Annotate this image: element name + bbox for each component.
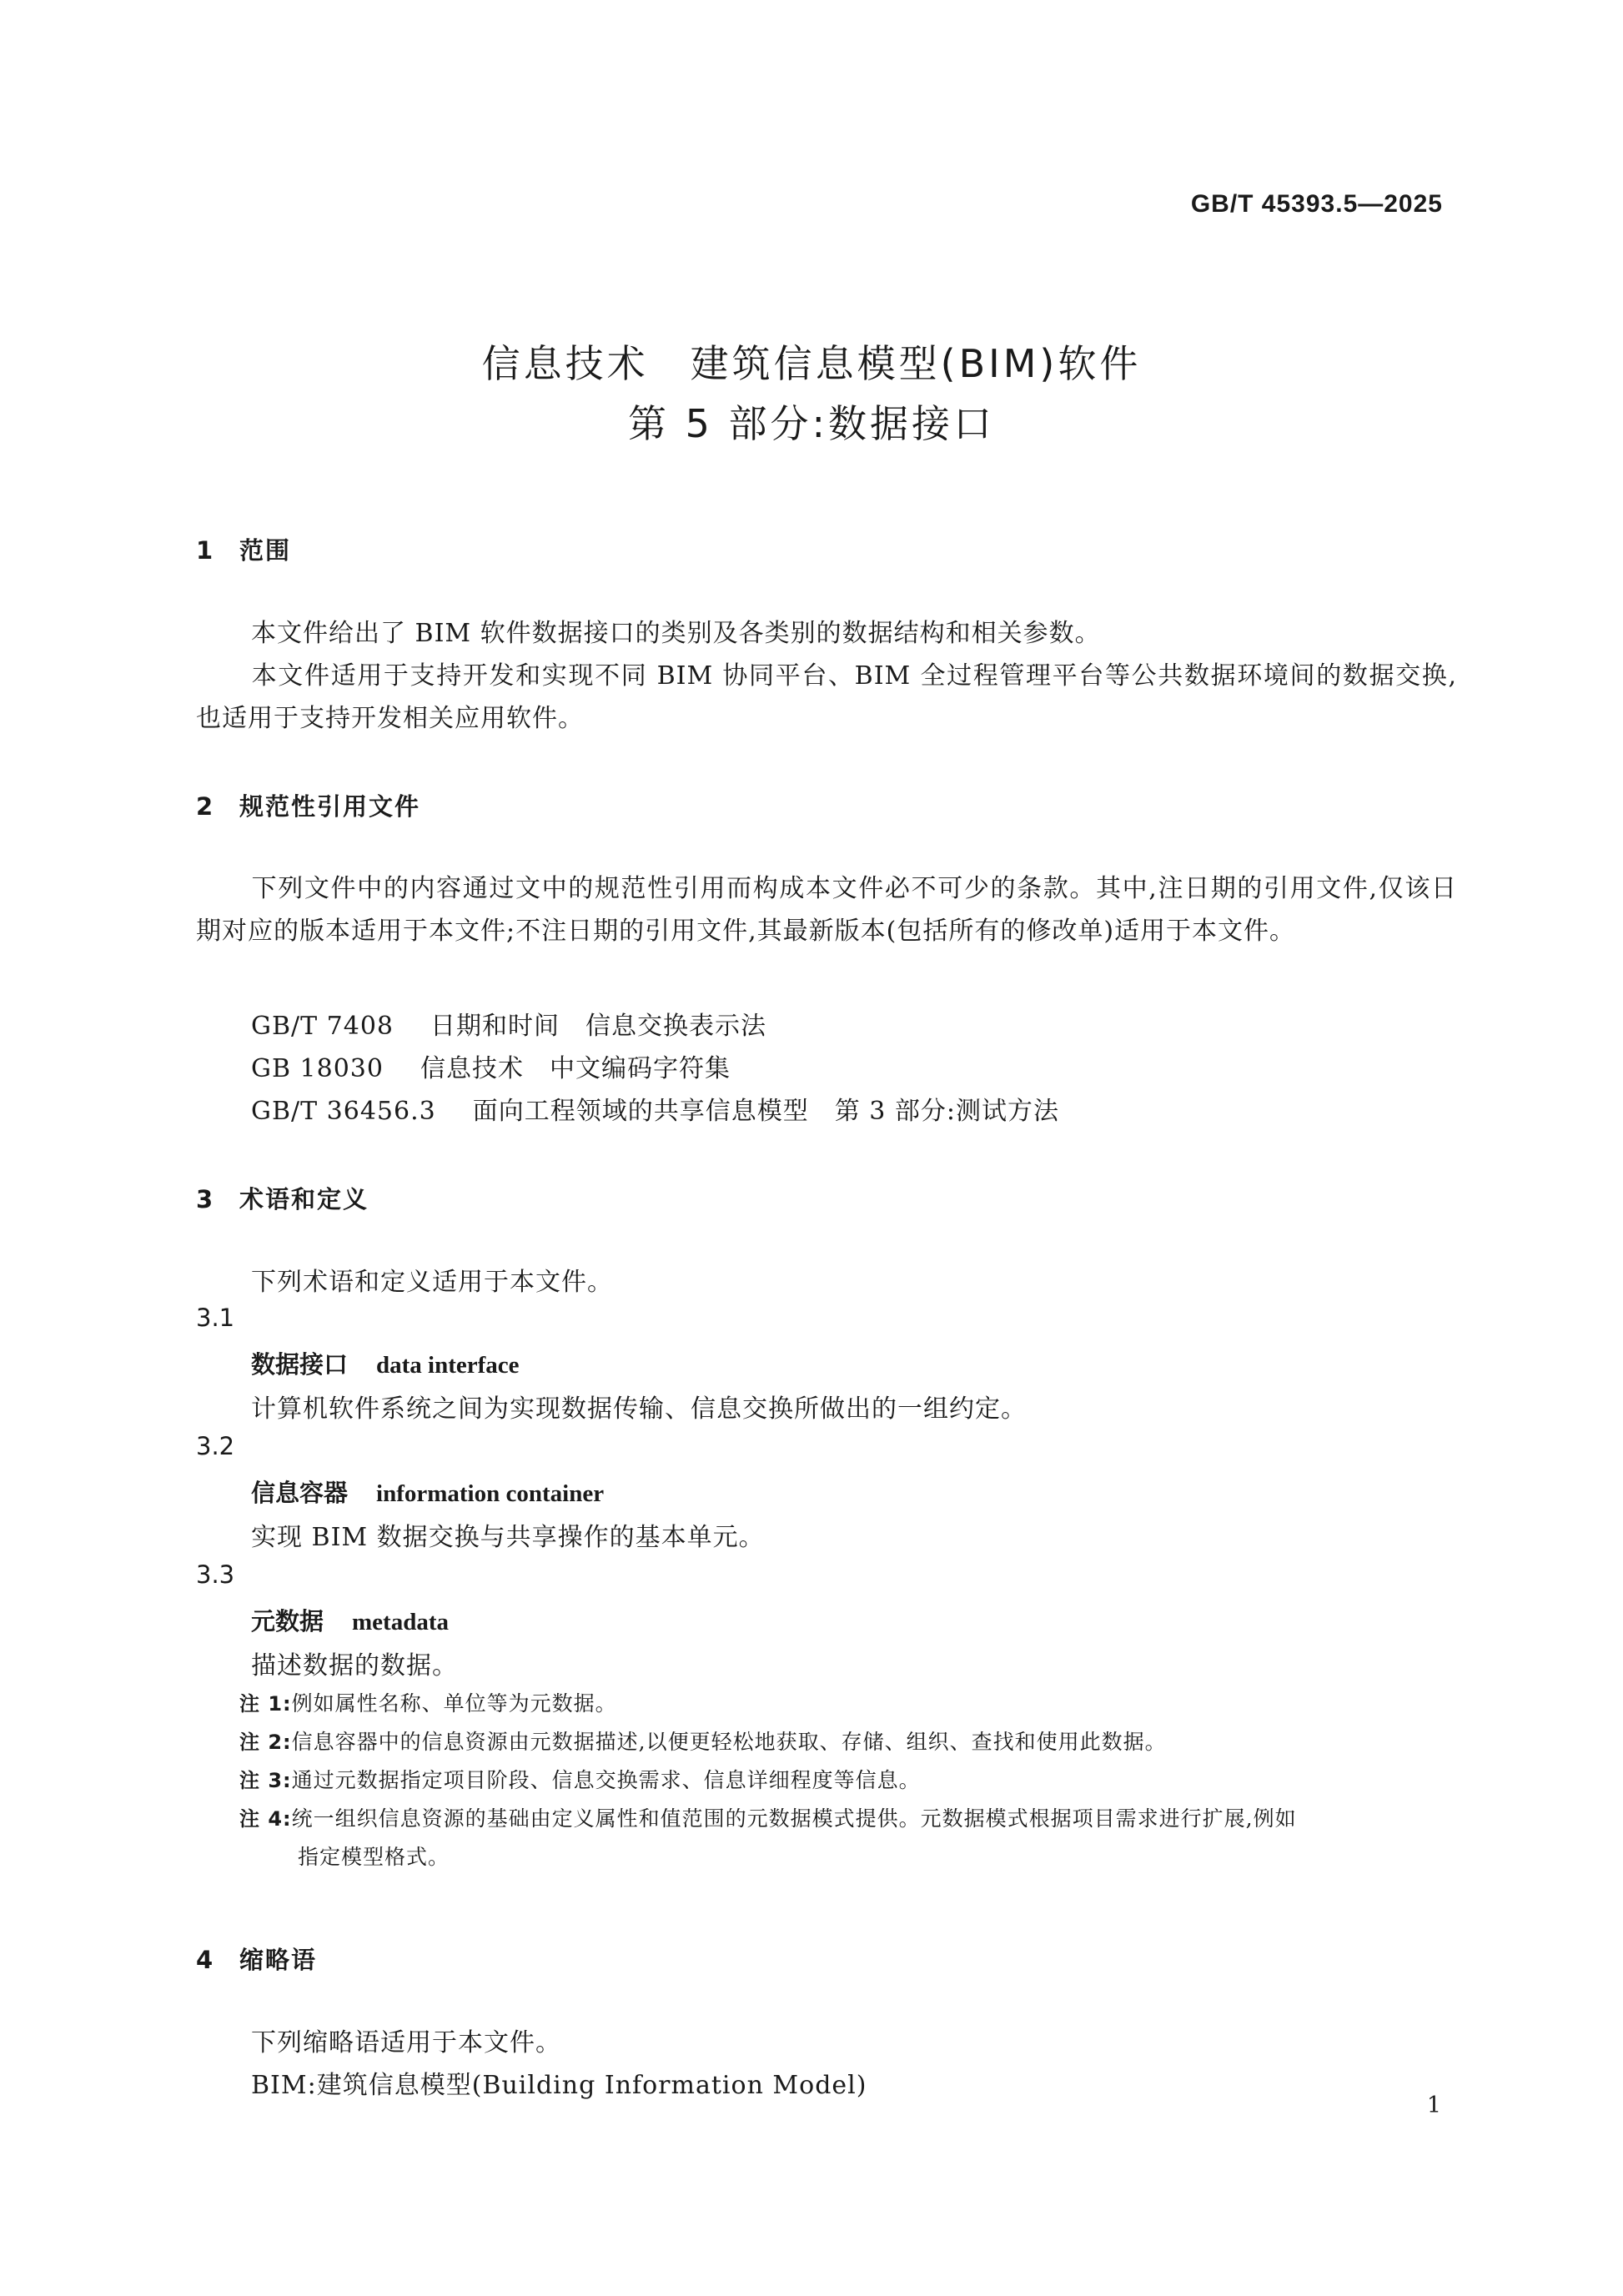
note [239,1761,1457,1800]
section-title: 缩略语 [239,1946,318,1974]
section-number: 3 [196,1185,215,1213]
section-heading-scope [196,532,291,566]
term-zh: 信息容器 [251,1479,349,1507]
term-number: 3.2 [196,1432,235,1460]
section-number: 1 [196,536,215,565]
term-en: metadata [352,1609,449,1635]
section-title: 范围 [239,536,292,565]
section-heading-terms-and-definitions [196,1181,369,1215]
reference-title: 信息技术 中文编码字符集 [420,1054,731,1083]
note [239,1800,1457,1838]
term-entry [251,1346,520,1380]
term-number: 3.1 [196,1304,235,1332]
standard-number: GB/T 45393.5—2025 [1190,190,1443,218]
document-title-line-2: 第 5 部分:数据接口 [627,401,995,446]
page-number: 1 [1426,2093,1441,2118]
section-title: 规范性引用文件 [239,792,421,821]
reference-title: 日期和时间 信息交换表示法 [430,1012,767,1041]
reference-code: GB 18030 [251,1054,384,1083]
reference-code: GB/T 36456.3 [251,1097,436,1126]
term-en: information container [376,1480,605,1507]
reference-code: GB/T 7408 [251,1012,394,1041]
paragraph: 本文件给出了 BIM 软件数据接口的类别及各类别的数据结构和相关参数。 [251,619,1101,648]
note [239,1685,1457,1723]
paragraph: 下列文件中的内容通过文中的规范性引用而构成本文件必不可少的条款。其中,注日期的引用文件,仅该日期对应的版本适用于本文件;不注日期的引用文件,其最新版本(包括所有的修改单)适用于本文件。 [196,874,1457,946]
note-text: 例如属性名称、单位等为元数据。 [291,1691,617,1716]
section-title: 术语和定义 [239,1185,369,1213]
term-entry [251,1603,449,1637]
section-heading-abbreviations [196,1942,317,1976]
note-continuation [239,1838,1457,1876]
abbreviation-item: BIM:建筑信息模型(Building Information Model) [251,2071,867,2100]
section-intro: 下列术语和定义适用于本文件。 [251,1268,613,1297]
term-number: 3.3 [196,1560,235,1589]
term-definition: 实现 BIM 数据交换与共享操作的基本单元。 [251,1523,765,1552]
term-zh: 元数据 [251,1607,324,1635]
reference-title: 面向工程领域的共享信息模型 第 3 部分:测试方法 [472,1097,1060,1126]
paragraph: 本文件适用于支持开发和实现不同 BIM 协同平台、BIM 全过程管理平台等公共数据环境间的数据交换,也适用于支持开发相关应用软件。 [196,661,1457,733]
note [239,1723,1457,1761]
section-number: 2 [196,792,215,821]
term-en: data interface [376,1352,520,1379]
note-label: 注 3: [239,1769,292,1792]
reference-item [251,1090,1059,1127]
note-label: 注 1: [239,1692,292,1716]
reference-item [251,1005,766,1042]
note-text: 统一组织信息资源的基础由定义属性和值范围的元数据模式提供。元数据模式根据项目需求进行扩展,例如 [291,1806,1297,1831]
document-title-line-1: 信息技术 建筑信息模型(BIM)软件 [481,341,1142,386]
reference-item [251,1048,731,1084]
term-zh: 数据接口 [251,1350,349,1379]
term-definition: 计算机软件系统之间为实现数据传输、信息交换所做出的一组约定。 [251,1394,1027,1424]
note-text: 指定模型格式。 [298,1845,450,1869]
term-entry [251,1475,604,1509]
note-text: 信息容器中的信息资源由元数据描述,以便更轻松地获取、存储、组织、查找和使用此数据。 [291,1730,1167,1754]
term-definition: 描述数据的数据。 [251,1651,458,1681]
note-text: 通过元数据指定项目阶段、信息交换需求、信息详细程度等信息。 [291,1768,921,1792]
section-intro: 下列缩略语适用于本文件。 [251,2028,561,2057]
note-label: 注 2: [239,1731,292,1754]
section-number: 4 [196,1946,215,1974]
note-label: 注 4: [239,1807,292,1831]
section-heading-normative-references [196,788,420,822]
